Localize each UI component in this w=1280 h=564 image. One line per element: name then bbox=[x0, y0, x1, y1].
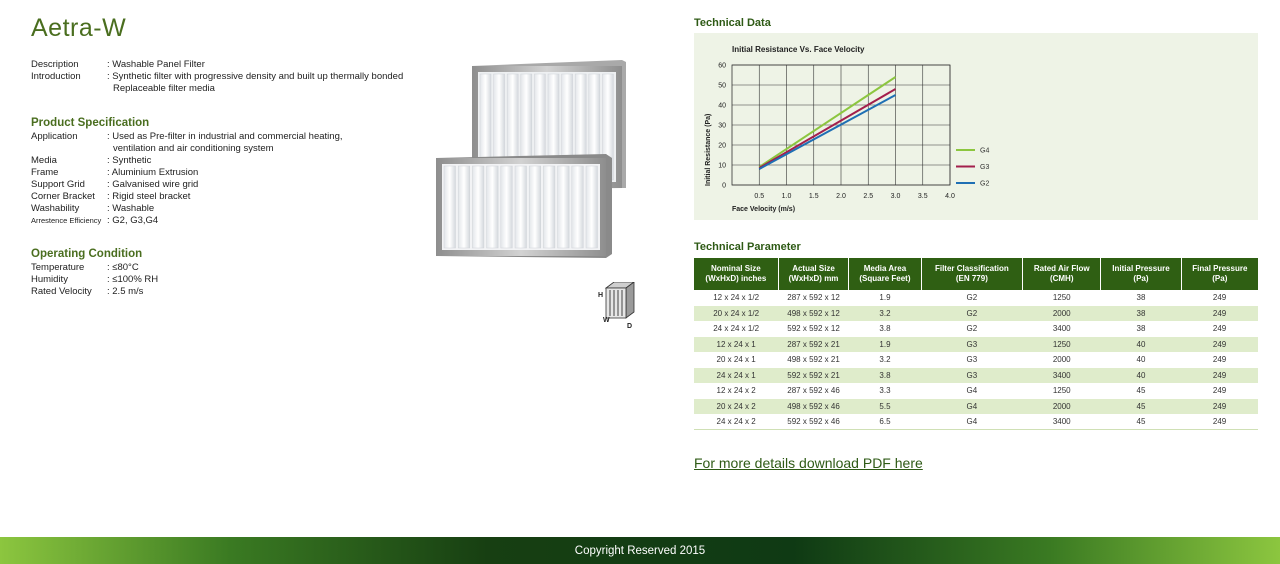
header-text: Initial Pressure bbox=[1112, 264, 1170, 273]
table-cell: 20 x 24 x 1/2 bbox=[694, 306, 778, 322]
table-row bbox=[694, 368, 1258, 384]
table-cell: 287 x 592 x 46 bbox=[787, 386, 840, 396]
table-row bbox=[694, 290, 1258, 306]
grid-label: Support Grid bbox=[31, 179, 85, 190]
frame-value: : Aluminium Extrusion bbox=[107, 167, 199, 178]
header-text: Rated Air Flow bbox=[1033, 264, 1090, 273]
bracket-label: Corner Bracket bbox=[31, 191, 95, 202]
application-label: Application bbox=[31, 131, 78, 142]
table-cell: 24 x 24 x 1 bbox=[694, 368, 778, 384]
introduction-label: Introduction bbox=[31, 71, 81, 82]
table-cell: 5.5 bbox=[849, 399, 921, 415]
operating-row-temperature bbox=[31, 262, 158, 274]
temperature-value: : ≤80°C bbox=[107, 262, 139, 273]
introduction-value bbox=[105, 71, 403, 95]
operating-block bbox=[31, 262, 158, 298]
washability-label: Washability bbox=[31, 203, 80, 214]
frame-label: Frame bbox=[31, 167, 59, 178]
footer-bar bbox=[0, 537, 1280, 564]
arrestence-label: Arrestence Efficiency bbox=[31, 216, 102, 225]
table-cell: 20 x 24 x 2 bbox=[694, 399, 778, 415]
dim-label-w: W bbox=[603, 317, 610, 324]
table-cell: 6.5 bbox=[849, 414, 921, 430]
y-tick-label: 30 bbox=[718, 122, 726, 130]
table-cell: G3 bbox=[966, 355, 978, 365]
copyright-text: Copyright Reserved 2015 bbox=[574, 544, 706, 557]
table-cell: G3 bbox=[921, 337, 1023, 353]
technical-parameter-heading: Technical Parameter bbox=[694, 241, 801, 253]
temperature-label: Temperature bbox=[31, 262, 85, 273]
header-text: (EN 779) bbox=[955, 274, 988, 283]
table-cell: 2000 bbox=[1052, 355, 1071, 365]
product-title: Aetra-W bbox=[31, 14, 127, 42]
application-line1: : Used as Pre-filter in industrial and commercial heating, bbox=[107, 131, 343, 142]
introduction-line2: Replaceable filter media bbox=[113, 83, 215, 94]
table-cell: 592 x 592 x 21 bbox=[778, 368, 849, 384]
table-header-row bbox=[694, 258, 1258, 290]
table-cell: G2 bbox=[921, 306, 1023, 322]
grid-value: : Galvanised wire grid bbox=[107, 179, 199, 190]
dim-label-d: D bbox=[627, 323, 633, 330]
x-tick-label: 1.5 bbox=[808, 193, 819, 200]
table-cell: 249 bbox=[1212, 386, 1227, 396]
header-text: Filter Classification bbox=[934, 264, 1009, 273]
description-label: Description bbox=[31, 59, 79, 70]
table-cell: 249 bbox=[1181, 337, 1258, 353]
dim-label-h: H bbox=[598, 292, 604, 299]
chart-title: Initial Resistance Vs. Face Velocity bbox=[732, 45, 865, 54]
table-row bbox=[694, 414, 1258, 430]
description-row bbox=[31, 59, 403, 71]
spec-row-media bbox=[31, 155, 343, 167]
y-tick-label: 20 bbox=[718, 142, 726, 150]
table-cell: 12 x 24 x 1/2 bbox=[713, 293, 760, 303]
spec-row-grid bbox=[31, 179, 343, 191]
table-cell: G3 bbox=[921, 368, 1023, 384]
table-header-cell bbox=[778, 258, 849, 290]
table-cell: 1250 bbox=[1023, 337, 1101, 353]
table-cell: 3.8 bbox=[849, 368, 921, 384]
x-tick-label: 4.0 bbox=[945, 193, 955, 200]
x-tick-label: 0.5 bbox=[754, 193, 765, 200]
front-filter bbox=[436, 154, 612, 258]
dimension-cube-icon bbox=[598, 282, 638, 335]
y-tick-label: 50 bbox=[718, 82, 726, 90]
table-cell: 45 bbox=[1101, 414, 1181, 430]
table-row bbox=[694, 383, 1258, 399]
arrestence-value: : G2, G3,G4 bbox=[107, 215, 159, 226]
table-cell: 45 bbox=[1136, 386, 1146, 396]
table-cell: 40 bbox=[1101, 368, 1181, 384]
legend-label: G3 bbox=[980, 164, 990, 171]
product-spec-block bbox=[31, 131, 343, 227]
resistance-chart bbox=[694, 33, 1258, 220]
legend-label: G4 bbox=[980, 147, 990, 155]
table-cell: 40 bbox=[1136, 355, 1146, 365]
table-cell: 3.2 bbox=[879, 355, 891, 365]
table-cell: 592 x 592 x 12 bbox=[787, 324, 840, 334]
table-cell: 498 x 592 x 12 bbox=[778, 306, 849, 322]
header-text: Actual Size bbox=[792, 264, 835, 273]
application-value bbox=[105, 131, 343, 155]
application-line2: ventilation and air conditioning system bbox=[113, 143, 274, 154]
x-tick-label: 3.5 bbox=[917, 193, 928, 200]
table-cell: G2 bbox=[966, 324, 978, 334]
description-value: : Washable Panel Filter bbox=[107, 59, 205, 70]
table-header-cell bbox=[1023, 258, 1101, 290]
chart-y-ticks bbox=[718, 63, 726, 190]
legend-label: G2 bbox=[980, 180, 990, 188]
media-value: : Synthetic bbox=[107, 155, 152, 166]
table-cell: 45 bbox=[1101, 399, 1181, 415]
y-tick-label: 60 bbox=[718, 62, 726, 70]
x-tick-label: 2.0 bbox=[836, 193, 846, 200]
bracket-value: : Rigid steel bracket bbox=[107, 191, 191, 202]
spec-row-application bbox=[31, 131, 343, 155]
x-tick-label: 2.5 bbox=[863, 193, 874, 200]
table-row bbox=[694, 337, 1258, 353]
table-cell: 592 x 592 x 46 bbox=[778, 414, 849, 430]
table-cell: 24 x 24 x 1/2 bbox=[713, 324, 760, 334]
table-cell: 3.8 bbox=[879, 324, 891, 334]
humidity-value: : ≤100% RH bbox=[107, 274, 159, 285]
operating-heading: Operating Condition bbox=[31, 248, 143, 260]
table-cell: 38 bbox=[1136, 293, 1146, 303]
y-tick-label: 40 bbox=[718, 102, 726, 110]
header-text: (Square Feet) bbox=[859, 274, 911, 283]
media-label: Media bbox=[31, 155, 57, 166]
spec-row-frame bbox=[31, 167, 343, 179]
table-cell: 40 bbox=[1101, 337, 1181, 353]
table-header-cell bbox=[694, 258, 778, 290]
table-header-cell bbox=[921, 258, 1023, 290]
velocity-value: : 2.5 m/s bbox=[107, 286, 144, 297]
table-cell: 12 x 24 x 1 bbox=[694, 337, 778, 353]
y-tick-label: 10 bbox=[718, 162, 726, 170]
operating-row-velocity bbox=[31, 286, 158, 298]
header-text: Final Pressure bbox=[1192, 264, 1248, 273]
table-cell: 249 bbox=[1181, 414, 1258, 430]
resistance-chart-panel bbox=[694, 33, 1258, 220]
chart-x-axis-label: Face Velocity (m/s) bbox=[732, 206, 796, 213]
velocity-label: Rated Velocity bbox=[31, 286, 92, 297]
introduction-line1: : Synthetic filter with progressive density and built up thermally bonded bbox=[107, 71, 404, 82]
header-text: Nominal Size bbox=[710, 264, 761, 273]
x-tick-label: 1.0 bbox=[781, 193, 792, 200]
table-cell: G4 bbox=[921, 414, 1023, 430]
table-row bbox=[694, 352, 1258, 368]
spec-row-washability bbox=[31, 203, 343, 215]
table-row bbox=[694, 399, 1258, 415]
table-cell: 1.9 bbox=[879, 293, 891, 303]
table-cell: 1250 bbox=[1052, 386, 1071, 396]
table-cell: 12 x 24 x 2 bbox=[716, 386, 756, 396]
table-cell: 3400 bbox=[1023, 368, 1101, 384]
table-header-cell bbox=[1181, 258, 1258, 290]
table-cell: 24 x 24 x 2 bbox=[694, 414, 778, 430]
table-cell: 287 x 592 x 12 bbox=[787, 293, 840, 303]
table-cell: 249 bbox=[1181, 399, 1258, 415]
series-line-g4 bbox=[759, 77, 895, 167]
table-cell: 3.2 bbox=[849, 306, 921, 322]
header-text: (WxHxD) inches bbox=[705, 274, 767, 283]
description-block bbox=[31, 59, 403, 95]
chart-series-lines bbox=[759, 77, 895, 169]
table-row bbox=[694, 321, 1258, 337]
spec-row-arrestence bbox=[31, 215, 343, 227]
table-cell: 3400 bbox=[1023, 414, 1101, 430]
humidity-label: Humidity bbox=[31, 274, 68, 285]
introduction-row bbox=[31, 71, 403, 95]
chart-x-ticks bbox=[754, 193, 955, 200]
download-pdf-link[interactable]: For more details download PDF here bbox=[694, 455, 923, 471]
table-cell: 1.9 bbox=[849, 337, 921, 353]
table-cell: 2000 bbox=[1023, 306, 1101, 322]
x-tick-label: 3.0 bbox=[890, 193, 901, 200]
table-cell: 249 bbox=[1212, 324, 1227, 334]
table-cell: 3.3 bbox=[879, 386, 891, 396]
table-cell: 3400 bbox=[1052, 324, 1071, 334]
washability-value: : Washable bbox=[107, 203, 155, 214]
product-image bbox=[436, 58, 636, 263]
table-cell: 249 bbox=[1212, 293, 1227, 303]
table-header-cell bbox=[849, 258, 921, 290]
header-text: (WxHxD) mm bbox=[788, 274, 839, 283]
table-header-cell bbox=[1101, 258, 1181, 290]
table-cell: 498 x 592 x 46 bbox=[778, 399, 849, 415]
product-spec-heading: Product Specification bbox=[31, 117, 150, 129]
table-cell: 249 bbox=[1181, 306, 1258, 322]
table-row bbox=[694, 306, 1258, 322]
chart-legend bbox=[956, 148, 989, 188]
table-cell: 249 bbox=[1181, 368, 1258, 384]
header-text: Media Area bbox=[863, 264, 907, 273]
header-text: (Pa) bbox=[1212, 274, 1228, 283]
table-cell: G4 bbox=[921, 399, 1023, 415]
table-cell: 38 bbox=[1136, 324, 1146, 334]
y-tick-label: 0 bbox=[722, 182, 726, 190]
header-text: (Pa) bbox=[1133, 274, 1149, 283]
header-text: (CMH) bbox=[1049, 274, 1074, 283]
table-cell: 20 x 24 x 1 bbox=[716, 355, 756, 365]
operating-row-humidity bbox=[31, 274, 158, 286]
table-cell: 1250 bbox=[1052, 293, 1071, 303]
table-cell: 2000 bbox=[1023, 399, 1101, 415]
series-line-g2 bbox=[759, 95, 895, 169]
spec-row-bracket bbox=[31, 191, 343, 203]
chart-y-axis-label: Initial Resistance (Pa) bbox=[705, 113, 712, 186]
table-cell: 38 bbox=[1101, 306, 1181, 322]
table-cell: G2 bbox=[966, 293, 978, 303]
table-cell: 498 x 592 x 21 bbox=[787, 355, 840, 365]
table-cell: 249 bbox=[1212, 355, 1227, 365]
technical-data-heading: Technical Data bbox=[694, 17, 771, 29]
table-cell: 287 x 592 x 21 bbox=[778, 337, 849, 353]
table-cell: G4 bbox=[966, 386, 978, 396]
series-line-g3 bbox=[759, 89, 895, 168]
technical-parameter-table bbox=[694, 258, 1258, 430]
